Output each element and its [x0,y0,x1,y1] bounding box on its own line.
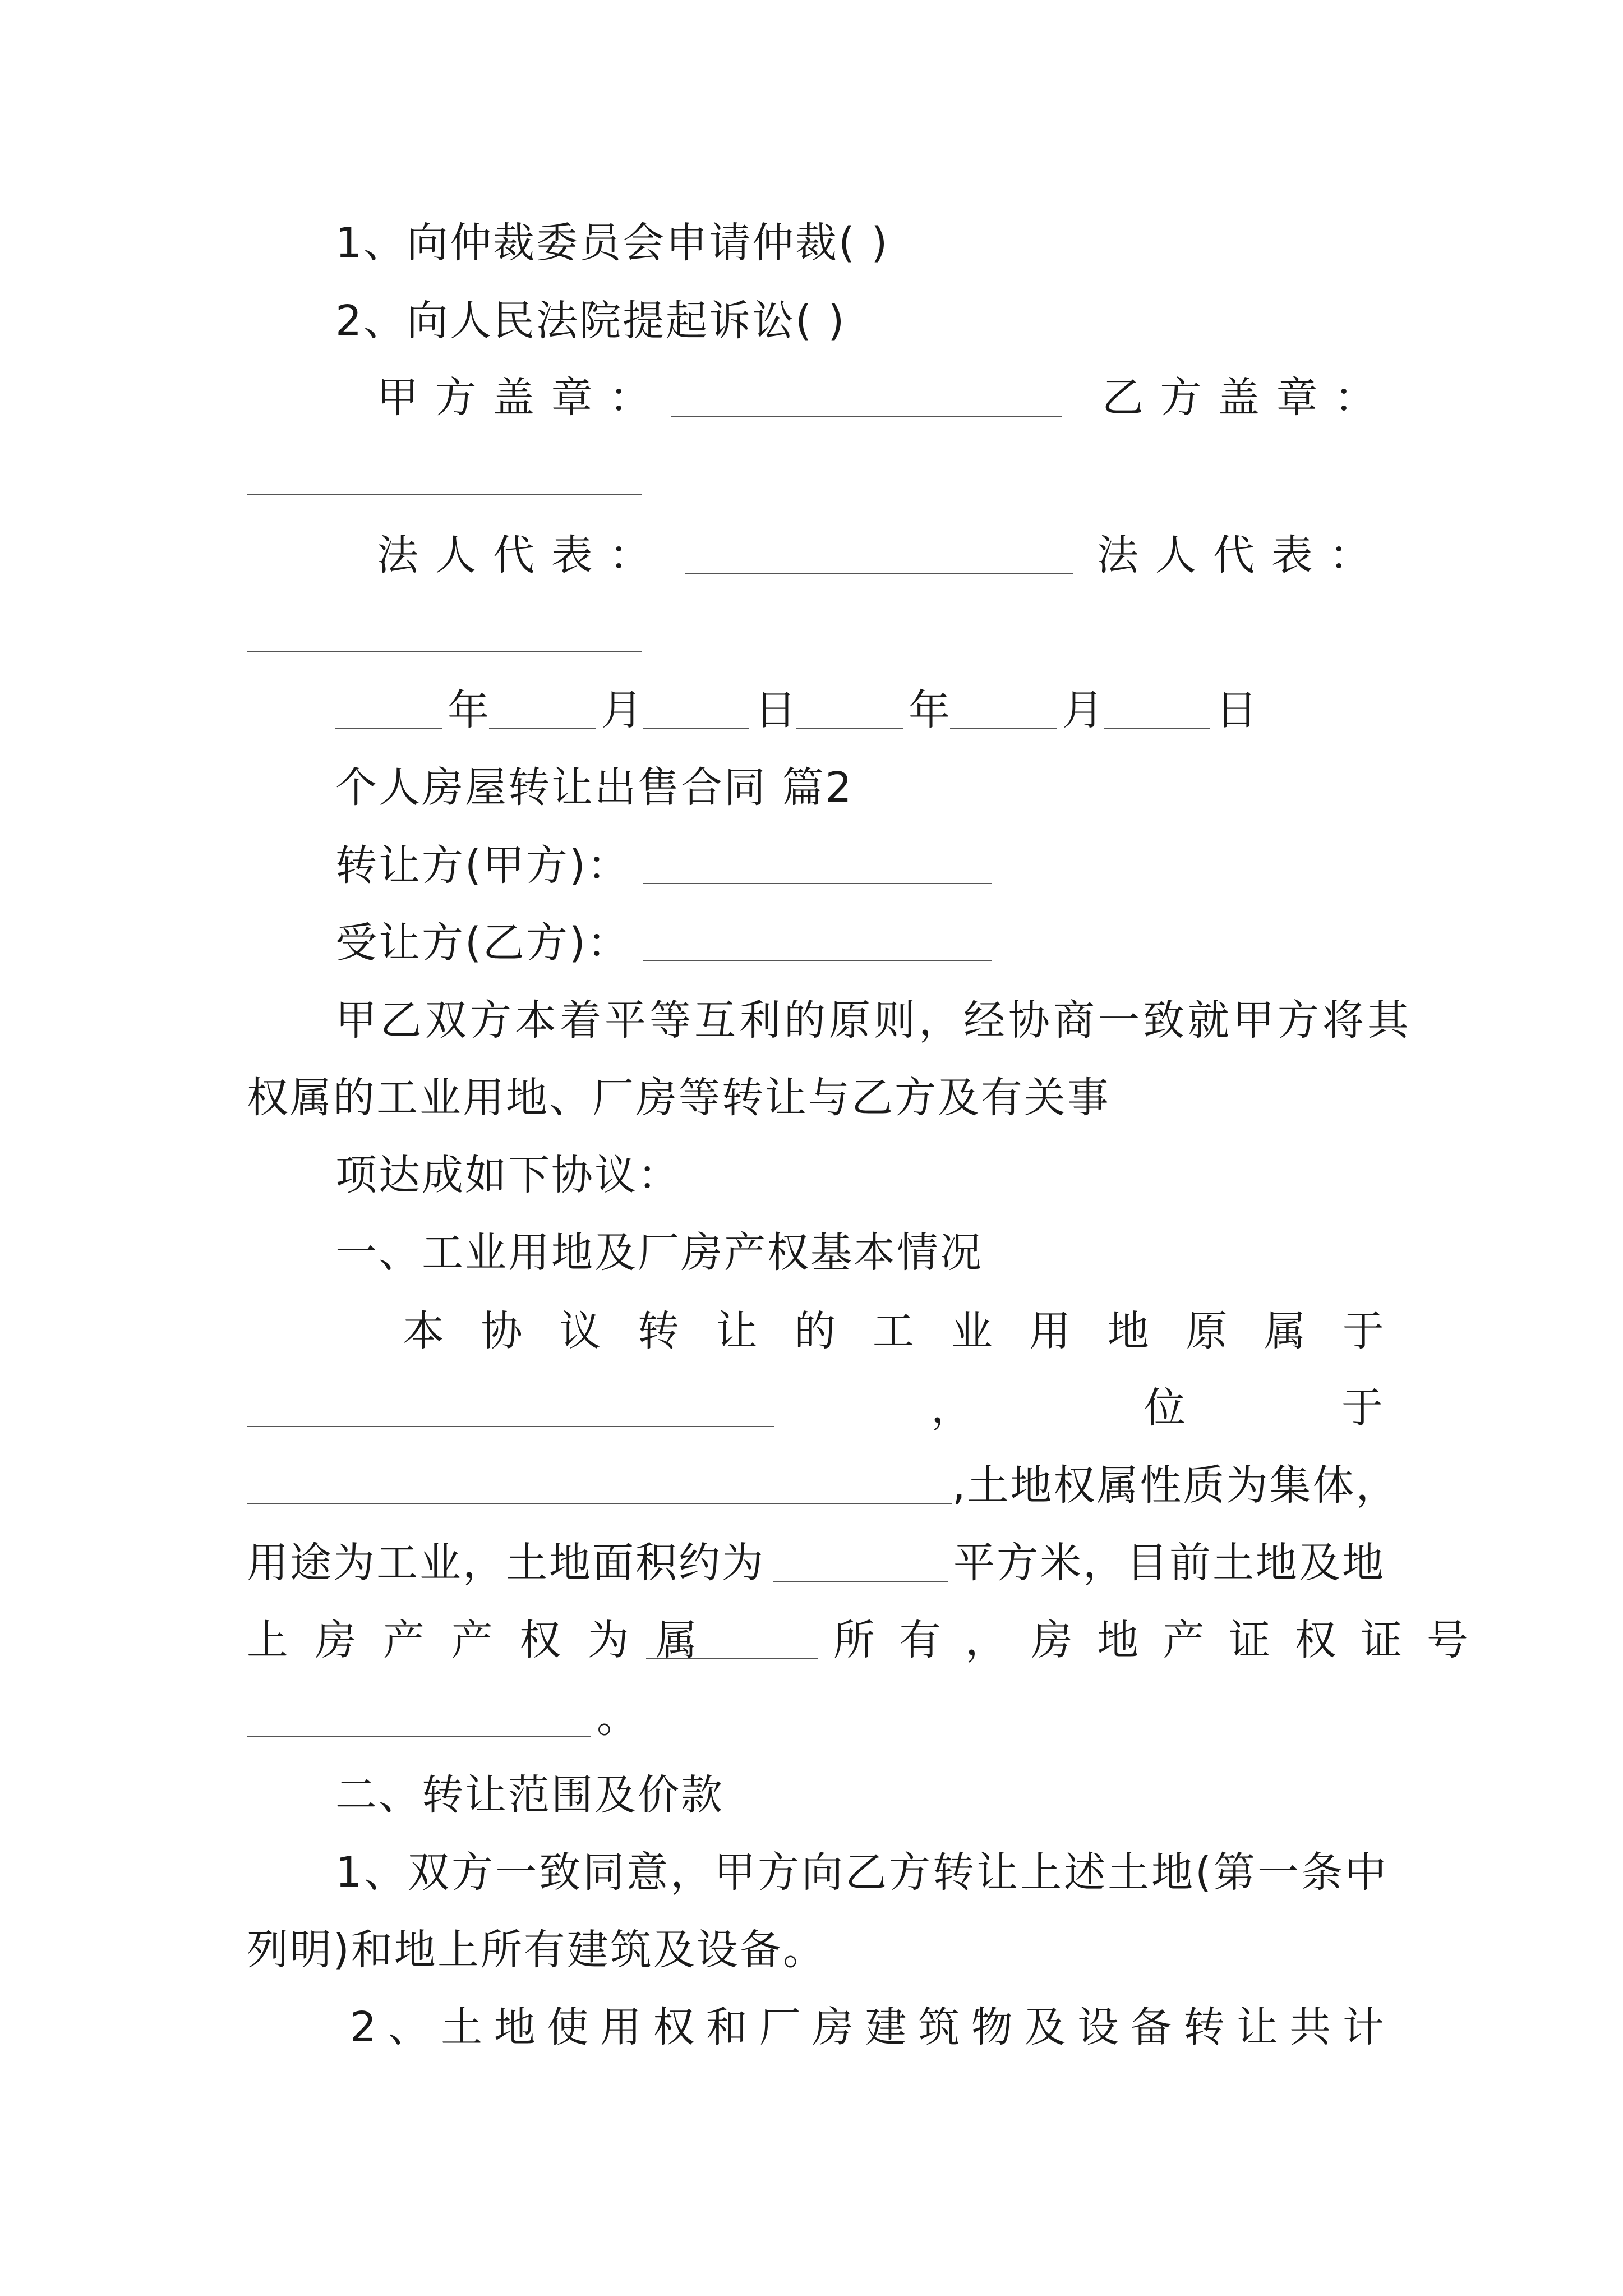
date-a-year-blank [335,728,442,729]
legal-rep-b-label: 法 人 代 表 ： [1097,531,1373,579]
s1-period: 。 [597,1694,640,1742]
section-2-item-2-char: 物 [971,2003,1013,2051]
section-2-item-2-char: 土 [441,2003,483,2051]
section-2-item-2-char: 用 [600,2003,642,2051]
section-2-item-2-char: 2 [350,2003,377,2051]
section-2-title: 二、转让范围及价款 [335,1771,724,1819]
section-2-item-2-char: 使 [547,2003,589,2051]
intro-line-2: 权属的工业用地、厂房等转让与乙方及有关事 [247,1074,1110,1122]
section-1-paragraph-line-1 [403,1303,1384,1359]
section-2-item-1-line-1: 1、双方一致同意，甲方向乙方转让上述土地(第一条中 [335,1848,1389,1897]
section-2-item-2-char: 房 [812,2003,854,2051]
s1-comma: ， [931,1384,974,1432]
section-2-item-1-line-2: 列明)和地上所有建筑及设备。 [247,1926,826,1974]
section-2-item-2-char: 和 [706,2003,748,2051]
date-a-month-blank [489,728,596,729]
date-b-day: 日 [1216,686,1259,734]
section-2-item-2-char: 地 [494,2003,536,2051]
section-1-line-1-char: 议 [559,1307,601,1355]
date-b-year: 年 [909,686,952,734]
section-2-item-2-char: 转 [1183,2003,1225,2051]
date-b-month: 月 [1062,686,1105,734]
location-blank [247,1503,952,1504]
section-1-line-1-char: 让 [716,1307,758,1355]
section-2-item-2-char: 计 [1342,2003,1384,2051]
section-1-line-1-char: 业 [951,1307,993,1355]
s1-located-1: 位 [1144,1384,1187,1432]
section-1-line-1-char: 工 [872,1307,914,1355]
ownership-text-b: 所 有 ， 房 地 产 证 权 证 号 [833,1616,1474,1664]
section-2-item-2-line-1 [350,1999,1384,2055]
s1-located-2: 于 [1341,1384,1385,1432]
owner-blank [646,1658,818,1659]
land-area-blank [773,1581,948,1582]
date-a-month: 月 [601,686,644,734]
section-2-item-2-char: 筑 [918,2003,960,2051]
section-1-line-1-char: 本 [403,1307,444,1355]
section-2-item-2-char: 让 [1236,2003,1278,2051]
section-1-line-1-char: 地 [1107,1307,1149,1355]
section-1-line-1-char: 用 [1029,1307,1071,1355]
party-a-seal-blank [671,416,1062,417]
section-1-line-1-char: 原 [1186,1307,1228,1355]
section-2-item-2-char: 共 [1289,2003,1331,2051]
transferee-label: 受让方(乙方)： [335,919,630,967]
date-b-month-blank [950,728,1057,729]
section-2-item-2-char: 备 [1130,2003,1172,2051]
section-2-item-2-char: 厂 [759,2003,801,2051]
ownership-text-a: 上 房 产 产 权 为 属 [247,1616,704,1664]
section-2-item-2-char: 、 [388,2003,430,2051]
land-use-text-a: 用途为工业，土地面积约为 [247,1539,765,1587]
section-2-item-2-char: 建 [865,2003,907,2051]
section-1-line-1-char: 转 [637,1307,679,1355]
section-1-line-1-char: 协 [481,1307,523,1355]
section-1-title: 一、工业用地及厂房产权基本情况 [335,1228,983,1277]
intro-line-3: 项达成如下协议： [335,1151,681,1199]
section-1-line-1-char: 属 [1264,1307,1306,1355]
section-2-item-2-char: 设 [1077,2003,1119,2051]
section-2-item-2-char: 及 [1024,2003,1066,2051]
party-b-seal-label: 乙 方 盖 章 ： [1102,374,1378,422]
original-owner-blank [247,1426,774,1427]
arbitration-option-2: 2、向人民法院提起诉讼( ) [335,297,846,345]
transferee-blank [643,960,992,961]
contract-title: 个人房屋转让出售合同 篇2 [335,763,854,812]
legal-rep-a-label: 法 人 代 表 ： [377,531,653,579]
intro-line-1: 甲乙双方本着平等互利的原则，经协商一致就甲方将其 [335,996,1412,1045]
land-nature-text: ,土地权属性质为集体， [952,1461,1399,1510]
party-a-seal-label: 甲 方 盖 章 ： [377,374,653,422]
legal-rep-b-blank [247,651,642,652]
transferor-blank [643,883,992,884]
land-use-text-b: 平方米，目前土地及地 [953,1539,1385,1587]
certificate-number-blank [247,1736,591,1737]
date-a-year: 年 [448,686,491,734]
section-1-line-1-char: 于 [1342,1307,1384,1355]
section-1-line-1-char: 的 [794,1307,836,1355]
arbitration-option-1: 1、向仲裁委员会申请仲裁( ) [335,219,889,267]
date-b-day-blank [1104,728,1210,729]
party-b-seal-blank [247,494,642,495]
section-2-item-2-char: 权 [653,2003,695,2051]
legal-rep-a-blank [685,573,1073,574]
date-a-day: 日 [755,686,798,734]
date-b-year-blank [796,728,903,729]
transferor-label: 转让方(甲方)： [335,841,630,890]
date-a-day-blank [643,728,749,729]
